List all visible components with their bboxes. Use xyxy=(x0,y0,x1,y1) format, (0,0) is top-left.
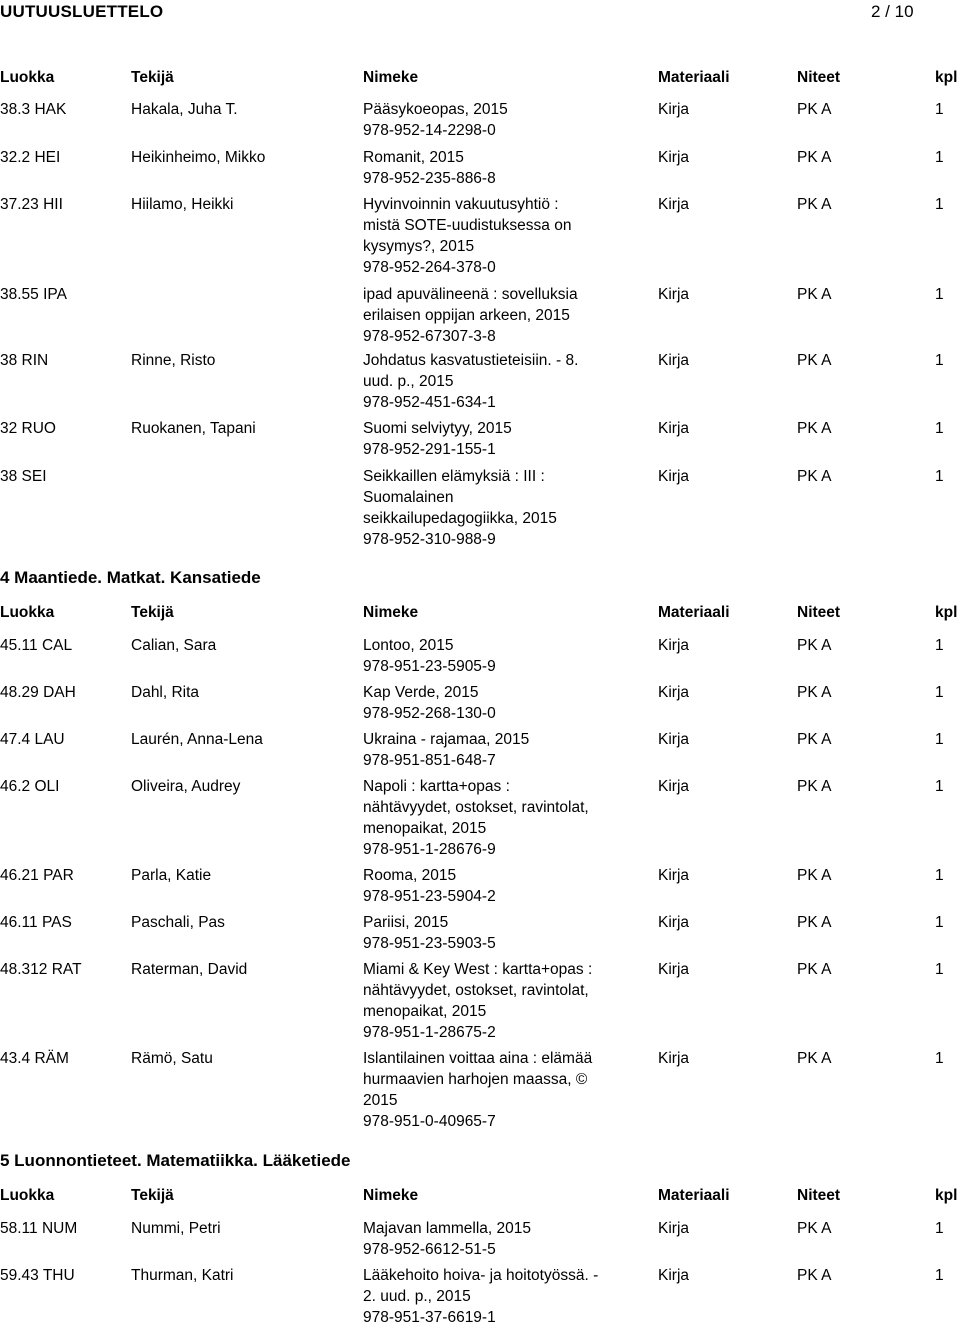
class-code: 46.2 OLI xyxy=(0,778,60,795)
column-header-tekija: Tekijä xyxy=(131,69,174,86)
author: Heikinheimo, Mikko xyxy=(131,149,266,166)
column-header-niteet: Niteet xyxy=(797,1187,841,1204)
title-block xyxy=(363,147,633,189)
column-header-niteet: Niteet xyxy=(797,604,841,621)
class-code: 59.43 THU xyxy=(0,1267,75,1284)
author: Parla, Katie xyxy=(131,867,212,884)
isbn: 978-952-67307-3-8 xyxy=(363,328,496,345)
isbn: 978-952-6612-51-5 xyxy=(363,1241,496,1258)
class-code: 58.11 NUM xyxy=(0,1220,78,1237)
copies-location: PK A xyxy=(797,468,832,485)
column-header-nimeke: Nimeke xyxy=(363,1187,419,1204)
isbn: 978-952-264-378-0 xyxy=(363,259,496,276)
author: Hiilamo, Heikki xyxy=(131,196,234,213)
class-code: 46.21 PAR xyxy=(0,867,74,884)
title-line: Rooma, 2015 xyxy=(363,867,457,884)
author: Oliveira, Audrey xyxy=(131,778,241,795)
title-line: erilaisen oppijan arkeen, 2015 xyxy=(363,307,570,324)
material: Kirja xyxy=(658,1050,690,1067)
author: Nummi, Petri xyxy=(131,1220,221,1237)
material: Kirja xyxy=(658,196,690,213)
material: Kirja xyxy=(658,684,690,701)
section-title: 5 Luonnontieteet. Matematiikka. Lääketiede xyxy=(0,1151,351,1170)
column-header-luokka: Luokka xyxy=(0,604,55,621)
copies-location: PK A xyxy=(797,961,832,978)
title-line: mistä SOTE-uudistuksessa on xyxy=(363,217,572,234)
copies-location: PK A xyxy=(797,778,832,795)
title-line: Lontoo, 2015 xyxy=(363,637,454,654)
isbn: 978-952-451-634-1 xyxy=(363,394,496,411)
isbn: 978-951-23-5904-2 xyxy=(363,888,496,905)
column-header-kpl: kpl xyxy=(935,1187,958,1204)
page-number: 2 / 10 xyxy=(871,2,914,21)
title-block xyxy=(363,682,633,724)
author: Thurman, Katri xyxy=(131,1267,234,1284)
column-header-nimeke: Nimeke xyxy=(363,604,419,621)
material: Kirja xyxy=(658,1220,690,1237)
isbn: 978-952-235-886-8 xyxy=(363,170,496,187)
title-line: Romanit, 2015 xyxy=(363,149,464,166)
title-line: Ukraina - rajamaa, 2015 xyxy=(363,731,530,748)
author: Hakala, Juha T. xyxy=(131,101,238,118)
material: Kirja xyxy=(658,286,690,303)
author: Rämö, Satu xyxy=(131,1050,213,1067)
title-line: Suomalainen xyxy=(363,489,454,506)
quantity: 1 xyxy=(935,731,944,748)
column-header-row xyxy=(0,604,960,624)
isbn: 978-952-310-988-9 xyxy=(363,531,496,548)
author: Calian, Sara xyxy=(131,637,217,654)
copies-location: PK A xyxy=(797,196,832,213)
material: Kirja xyxy=(658,468,690,485)
class-code: 37.23 HII xyxy=(0,196,63,213)
title-line: Napoli : kartta+opas : xyxy=(363,778,510,795)
copies-location: PK A xyxy=(797,1267,832,1284)
class-code: 43.4 RÄM xyxy=(0,1050,69,1067)
title-line: uud. p., 2015 xyxy=(363,373,454,390)
quantity: 1 xyxy=(935,778,944,795)
copies-location: PK A xyxy=(797,101,832,118)
author: Rinne, Risto xyxy=(131,352,216,369)
copies-location: PK A xyxy=(797,286,832,303)
column-header-materiaali: Materiaali xyxy=(658,604,730,621)
title-block xyxy=(363,466,633,550)
material: Kirja xyxy=(658,867,690,884)
column-header-niteet: Niteet xyxy=(797,69,841,86)
isbn: 978-951-37-6619-1 xyxy=(363,1309,496,1326)
class-code: 48.312 RAT xyxy=(0,961,82,978)
title-block xyxy=(363,1265,633,1328)
column-header-luokka: Luokka xyxy=(0,1187,55,1204)
title-line: Islantilainen voittaa aina : elämää xyxy=(363,1050,593,1067)
class-code: 32.2 HEI xyxy=(0,149,61,166)
column-header-row xyxy=(0,69,960,89)
copies-location: PK A xyxy=(797,1050,832,1067)
copies-location: PK A xyxy=(797,420,832,437)
title-block xyxy=(363,912,633,954)
title-block xyxy=(363,418,633,460)
class-code: 38 RIN xyxy=(0,352,49,369)
copies-location: PK A xyxy=(797,637,832,654)
title-line: nähtävyydet, ostokset, ravintolat, xyxy=(363,799,589,816)
author: Ruokanen, Tapani xyxy=(131,420,256,437)
quantity: 1 xyxy=(935,149,944,166)
material: Kirja xyxy=(658,961,690,978)
quantity: 1 xyxy=(935,196,944,213)
title-line: nähtävyydet, ostokset, ravintolat, xyxy=(363,982,589,999)
quantity: 1 xyxy=(935,684,944,701)
copies-location: PK A xyxy=(797,1220,832,1237)
title-block xyxy=(363,284,633,347)
isbn: 978-951-23-5905-9 xyxy=(363,658,496,675)
column-header-kpl: kpl xyxy=(935,604,958,621)
quantity: 1 xyxy=(935,352,944,369)
title-line: menopaikat, 2015 xyxy=(363,1003,487,1020)
quantity: 1 xyxy=(935,961,944,978)
isbn: 978-951-23-5903-5 xyxy=(363,935,496,952)
title-line: Pariisi, 2015 xyxy=(363,914,449,931)
column-header-tekija: Tekijä xyxy=(131,604,174,621)
author: Paschali, Pas xyxy=(131,914,225,931)
class-code: 38.55 IPA xyxy=(0,286,67,303)
class-code: 45.11 CAL xyxy=(0,637,73,654)
author: Laurén, Anna-Lena xyxy=(131,731,263,748)
class-code: 32 RUO xyxy=(0,420,56,437)
material: Kirja xyxy=(658,637,690,654)
title-line: Hyvinvoinnin vakuutusyhtiö : xyxy=(363,196,559,213)
copies-location: PK A xyxy=(797,867,832,884)
column-header-tekija: Tekijä xyxy=(131,1187,174,1204)
class-code: 46.11 PAS xyxy=(0,914,72,931)
copies-location: PK A xyxy=(797,914,832,931)
title-line: Johdatus kasvatustieteisiin. - 8. xyxy=(363,352,579,369)
quantity: 1 xyxy=(935,914,944,931)
column-header-row xyxy=(0,1187,960,1207)
isbn: 978-952-268-130-0 xyxy=(363,705,496,722)
title-block xyxy=(363,350,633,413)
isbn: 978-952-14-2298-0 xyxy=(363,122,496,139)
title-block xyxy=(363,865,633,907)
material: Kirja xyxy=(658,101,690,118)
title-block xyxy=(363,959,633,1043)
title-line: Miami & Key West : kartta+opas : xyxy=(363,961,593,978)
material: Kirja xyxy=(658,149,690,166)
title-line: 2. uud. p., 2015 xyxy=(363,1288,471,1305)
column-header-materiaali: Materiaali xyxy=(658,69,730,86)
title-block xyxy=(363,776,633,860)
title-line: Seikkaillen elämyksiä : III : xyxy=(363,468,545,485)
title-block xyxy=(363,729,633,771)
column-header-materiaali: Materiaali xyxy=(658,1187,730,1204)
author: Raterman, David xyxy=(131,961,248,978)
title-line: hurmaavien harhojen maassa, © xyxy=(363,1071,588,1088)
title-block xyxy=(363,1218,633,1260)
column-header-luokka: Luokka xyxy=(0,69,55,86)
class-code: 47.4 LAU xyxy=(0,731,65,748)
copies-location: PK A xyxy=(797,149,832,166)
title-block xyxy=(363,99,633,141)
title-block xyxy=(363,635,633,677)
material: Kirja xyxy=(658,914,690,931)
quantity: 1 xyxy=(935,468,944,485)
column-header-nimeke: Nimeke xyxy=(363,69,419,86)
page-title: UUTUUSLUETTELO xyxy=(0,2,164,21)
title-line: ipad apuvälineenä : sovelluksia xyxy=(363,286,578,303)
quantity: 1 xyxy=(935,637,944,654)
material: Kirja xyxy=(658,1267,690,1284)
quantity: 1 xyxy=(935,1050,944,1067)
quantity: 1 xyxy=(935,101,944,118)
material: Kirja xyxy=(658,778,690,795)
author: Dahl, Rita xyxy=(131,684,200,701)
title-line: Majavan lammella, 2015 xyxy=(363,1220,532,1237)
class-code: 48.29 DAH xyxy=(0,684,76,701)
isbn: 978-951-0-40965-7 xyxy=(363,1113,496,1130)
isbn: 978-951-1-28676-9 xyxy=(363,841,496,858)
title-line: menopaikat, 2015 xyxy=(363,820,487,837)
copies-location: PK A xyxy=(797,731,832,748)
isbn: 978-951-1-28675-2 xyxy=(363,1024,496,1041)
quantity: 1 xyxy=(935,867,944,884)
quantity: 1 xyxy=(935,286,944,303)
title-line: Pääsykoeopas, 2015 xyxy=(363,101,508,118)
title-block xyxy=(363,1048,633,1132)
material: Kirja xyxy=(658,352,690,369)
title-line: seikkailupedagogiikka, 2015 xyxy=(363,510,557,527)
title-line: Kap Verde, 2015 xyxy=(363,684,479,701)
isbn: 978-952-291-155-1 xyxy=(363,441,496,458)
quantity: 1 xyxy=(935,420,944,437)
copies-location: PK A xyxy=(797,684,832,701)
section-title: 4 Maantiede. Matkat. Kansatiede xyxy=(0,568,261,587)
quantity: 1 xyxy=(935,1267,944,1284)
title-line: kysymys?, 2015 xyxy=(363,238,475,255)
title-block xyxy=(363,194,633,278)
quantity: 1 xyxy=(935,1220,944,1237)
column-header-kpl: kpl xyxy=(935,69,958,86)
class-code: 38 SEI xyxy=(0,468,47,485)
isbn: 978-951-851-648-7 xyxy=(363,752,496,769)
title-line: 2015 xyxy=(363,1092,398,1109)
copies-location: PK A xyxy=(797,352,832,369)
title-line: Lääkehoito hoiva- ja hoitotyössä. - xyxy=(363,1267,599,1284)
class-code: 38.3 HAK xyxy=(0,101,67,118)
material: Kirja xyxy=(658,420,690,437)
title-line: Suomi selviytyy, 2015 xyxy=(363,420,512,437)
material: Kirja xyxy=(658,731,690,748)
